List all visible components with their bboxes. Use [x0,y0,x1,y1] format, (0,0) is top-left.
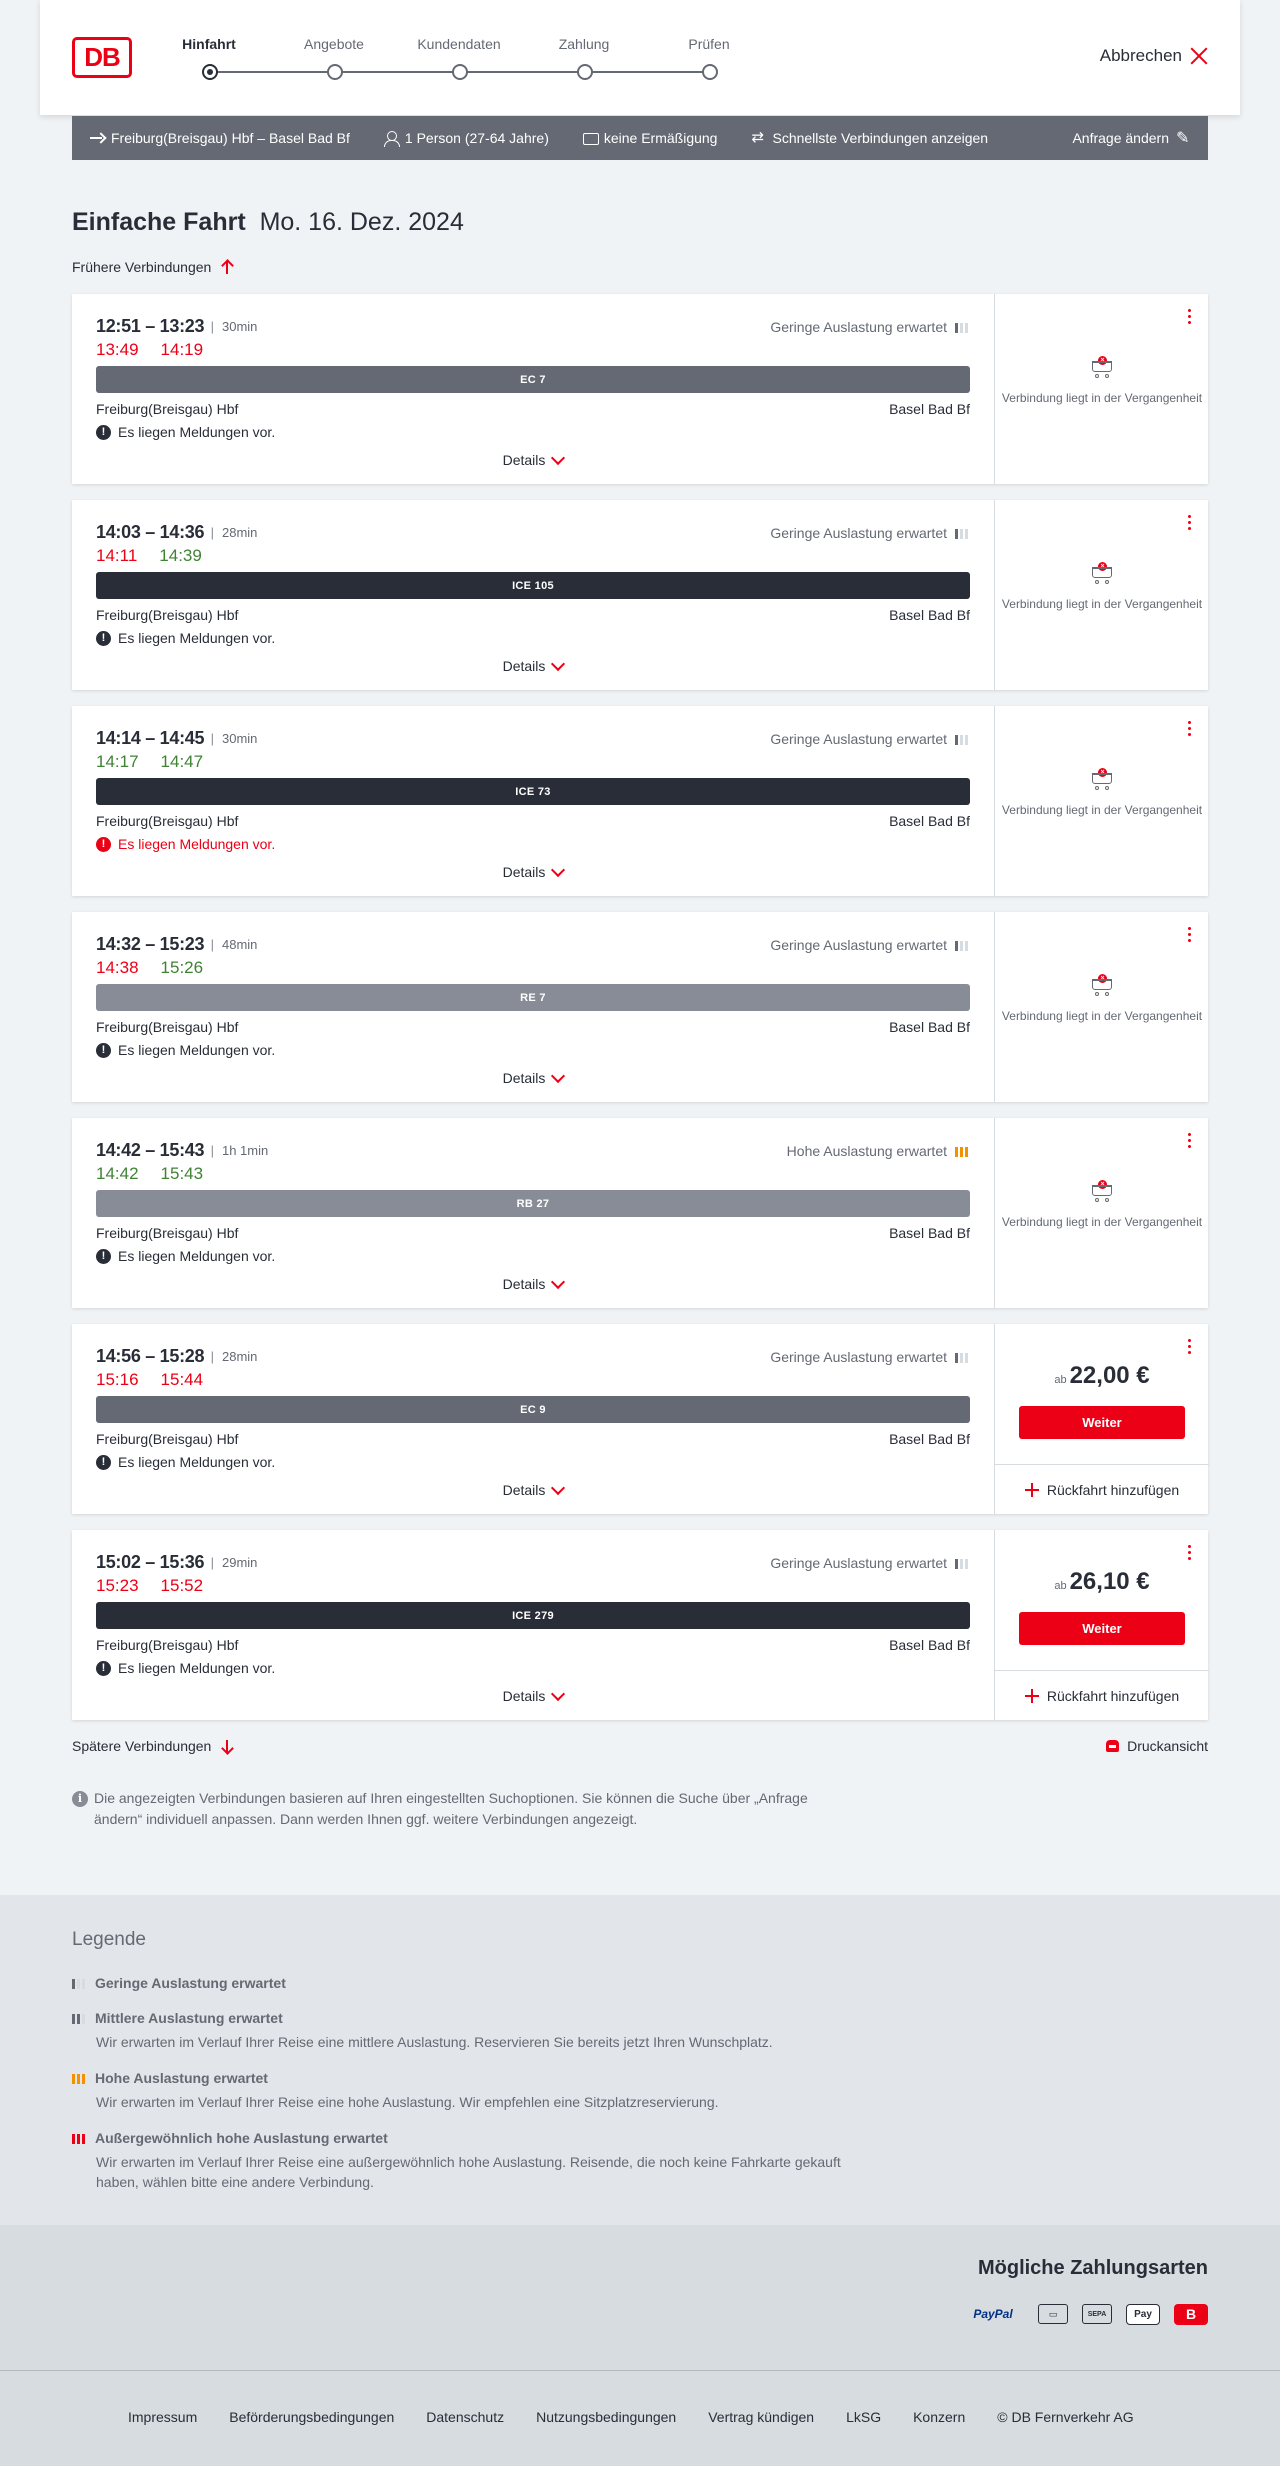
details-label: Details [502,1482,546,1498]
details-toggle[interactable] [72,1688,994,1704]
realtime-times [96,1164,225,1184]
past-connection-notice [995,560,1209,612]
continue-label: Weiter [1082,1415,1122,1430]
footer-link[interactable]: © DB Fernverkehr AG [997,2409,1134,2425]
realtime-arrival: 14:47 [160,752,204,771]
occupancy-text: Geringe Auslastung erwartet [770,1555,947,1571]
connection-details [72,1324,994,1514]
occupancy-icon [955,1145,968,1157]
credit-card-icon: ▭ [1038,2304,1068,2324]
realtime-times [96,1576,225,1596]
details-label: Details [502,864,546,880]
train-name: RB 27 [516,1197,550,1210]
past-text: Verbindung liegt in der Vergangenheit [1001,391,1203,405]
info-icon: i [72,1791,88,1807]
planned-times: 14:56 – 15:28 [96,1346,205,1366]
details-label: Details [502,1070,546,1086]
passenger-summary[interactable] [384,130,549,146]
realtime-departure: 14:42 [96,1164,139,1183]
continue-button[interactable] [1019,1612,1185,1645]
step-dot [202,64,218,80]
occupancy-icon [72,1977,85,1989]
details-toggle[interactable] [72,1276,994,1292]
page-title [72,208,464,237]
more-options-icon[interactable] [1188,1133,1192,1149]
occupancy-indicator [770,1349,968,1365]
step-label: Angebote [304,36,364,52]
step-4 [529,36,639,56]
exclamation-icon: ! [96,837,111,852]
more-options-icon[interactable] [1188,1545,1192,1561]
notice-message [96,836,275,852]
chevron-down-icon [551,1480,565,1494]
arrival-station: Basel Bad Bf [889,401,970,417]
occupancy-icon [72,2072,85,2084]
offer-panel [994,294,1208,484]
arrival-station: Basel Bad Bf [889,813,970,829]
legend-item-title [72,1975,852,1991]
notice-message [96,630,275,646]
db-logo[interactable] [72,37,132,78]
more-options-icon[interactable] [1188,1339,1192,1355]
notice-message [96,1660,275,1676]
discount-text: keine Ermäßigung [603,130,718,146]
step-dot [577,64,593,80]
departure-station: Freiburg(Breisgau) Hbf [96,813,239,829]
realtime-times [96,752,225,772]
legend-item-exc [72,2130,852,2192]
plus-icon [1025,1689,1039,1703]
realtime-arrival: 15:26 [160,958,204,977]
offer-panel [994,1324,1208,1514]
logo-text: DB [84,42,120,72]
exclamation-icon: ! [96,1455,111,1470]
step-label: Hinfahrt [182,36,236,52]
legend-title: Legende [72,1929,146,1950]
price-amount: 22,00 € [1069,1362,1150,1389]
details-label: Details [502,658,546,674]
legend-item-desc: Wir erwarten im Verlauf Ihrer Reise eine hohe Auslastung. Wir empfehlen eine Sitzplatzreservierung. [96,2094,719,2110]
earlier-connections-link[interactable] [72,259,233,275]
occupancy-indicator [770,937,968,953]
more-options-icon[interactable] [1188,927,1192,943]
search-summary-bar [72,116,1208,160]
step-label: Prüfen [688,36,730,52]
realtime-departure: 14:11 [96,546,138,565]
more-options-icon[interactable] [1188,309,1192,325]
cart-unavailable-icon: × [1089,1178,1115,1204]
return-label: Rückfahrt hinzufügen [1046,1687,1180,1704]
duration-value: 29min [221,1555,258,1570]
step-2 [279,36,389,56]
arrival-station: Basel Bad Bf [889,1431,970,1447]
cart-unavailable-icon: × [1089,560,1115,586]
legend-item-title [72,2130,852,2146]
past-text: Verbindung liegt in der Vergangenheit [1001,803,1203,817]
train-bar[interactable] [96,366,970,393]
realtime-times [96,546,224,566]
footer-link[interactable]: Nutzungsbedingungen [536,2409,677,2425]
past-connection-notice [995,766,1209,818]
train-bar[interactable] [96,1602,970,1629]
add-return-trip-button[interactable] [995,1464,1209,1514]
occupancy-icon [955,1351,968,1363]
offer-panel [994,500,1208,690]
departure-station: Freiburg(Breisgau) Hbf [96,401,239,417]
realtime-times [96,958,225,978]
occupancy-indicator [770,525,968,541]
occupancy-icon [955,733,968,745]
passengers-text: 1 Person (27-64 Jahre) [404,130,549,146]
cart-unavailable-icon: × [1089,766,1115,792]
trip-type: Einfache Fahrt [72,208,246,236]
train-bar[interactable] [96,1396,970,1423]
legend-title-text: Hohe Auslastung erwartet [95,2070,268,2086]
connection-card[interactable] [72,1118,1208,1308]
duration-value: 28min [221,525,258,540]
later-label: Spätere Verbindungen [72,1738,212,1754]
header [40,0,1240,115]
person-icon [384,131,398,145]
step-3 [404,36,514,56]
chevron-down-icon [551,1068,565,1082]
departure-station: Freiburg(Breisgau) Hbf [96,607,239,623]
discount-summary[interactable] [583,130,718,146]
legend-item-desc: Wir erwarten im Verlauf Ihrer Reise eine außergewöhnlich hohe Auslastung. Reisende, die noch keine Fahrkarte gekauft haben, wählen bitte eine andere Verbindung. [96,2154,841,2190]
step-dot [702,64,718,80]
realtime-times [96,340,225,360]
realtime-departure: 15:16 [96,1370,139,1389]
train-bar[interactable] [96,984,970,1011]
return-label: Rückfahrt hinzufügen [1046,1481,1180,1498]
progress-stepper [160,36,730,86]
legend-item-desc: Wir erwarten im Verlauf Ihrer Reise eine mittlere Auslastung. Reservieren Sie bereits jetzt Ihren Wunschplatz. [96,2034,773,2050]
train-name: EC 7 [520,373,546,386]
notice-message [96,1454,275,1470]
exclamation-icon: ! [96,425,111,440]
legend-title-text: Geringe Auslastung erwartet [95,1975,286,1991]
cart-unavailable-icon: × [1089,354,1115,380]
details-label: Details [502,452,546,468]
duration: | 28min [210,525,258,540]
footer-link[interactable]: LkSG [846,2409,882,2425]
details-label: Details [502,1276,546,1292]
cancel-label: Abbrechen [1099,46,1182,65]
duration-value: 1h 1min [221,1143,269,1158]
notice-message [96,1248,275,1264]
train-name: RE 7 [520,991,546,1004]
details-toggle[interactable] [72,1070,994,1086]
occupancy-text: Hohe Auslastung erwartet [786,1143,947,1159]
occupancy-text: Geringe Auslastung erwartet [770,319,947,335]
departure-station: Freiburg(Breisgau) Hbf [96,1019,239,1035]
bahncard-icon [583,131,597,145]
connection-details [72,912,994,1102]
step-1 [154,36,264,56]
occupancy-icon [72,2012,85,2024]
step-label: Kundendaten [417,36,501,52]
sepa-icon [1082,2304,1112,2324]
edit-request-button[interactable] [1072,130,1190,146]
step-label: Zahlung [558,36,610,52]
planned-times: 14:14 – 14:45 [96,728,205,748]
duration: | 1h 1min [210,1143,269,1158]
arrival-station: Basel Bad Bf [889,1019,970,1035]
legend-title-text: Mittlere Auslastung erwartet [95,2010,283,2026]
footer-link[interactable]: Vertrag kündigen [708,2409,815,2425]
planned-times: 14:32 – 15:23 [96,934,205,954]
realtime-times [96,1370,225,1390]
details-toggle[interactable] [72,864,994,880]
exclamation-icon: ! [96,1661,111,1676]
swap-icon [751,131,765,145]
offer-panel [994,1530,1208,1720]
occupancy-icon [955,321,968,333]
train-bar[interactable] [96,572,970,599]
notice-text: Es liegen Meldungen vor. [118,1248,276,1264]
print-view-link[interactable] [1106,1738,1208,1754]
search-info-note [72,1788,852,1830]
details-toggle[interactable] [72,658,994,674]
duration: | 48min [210,937,258,952]
occupancy-text: Geringe Auslastung erwartet [770,525,947,541]
arrow-down-icon [221,1739,233,1753]
footer [0,2370,1280,2466]
printer-icon [1106,1740,1119,1752]
legend-item-high [72,2070,852,2112]
payment-icons [962,2303,1208,2325]
train-name: ICE 279 [512,1609,554,1622]
details-toggle[interactable] [72,452,994,468]
notice-message [96,1042,275,1058]
legend-title-text: Außergewöhnlich hohe Auslastung erwartet [95,2130,388,2146]
payment-methods-section [0,2225,1280,2370]
realtime-departure: 14:17 [96,752,139,771]
duration-value: 30min [221,319,258,334]
exclamation-icon: ! [96,1249,111,1264]
chevron-down-icon [551,862,565,876]
duration-value: 28min [221,1349,258,1364]
continue-button[interactable] [1019,1406,1185,1439]
occupancy-indicator [770,731,968,747]
notice-text: Es liegen Meldungen vor. [118,836,276,852]
occupancy-icon [72,2132,85,2144]
price-amount: 26,10 € [1069,1568,1150,1595]
fastest-connections-option[interactable] [751,130,988,146]
connection-details [72,294,994,484]
more-options-icon[interactable] [1188,515,1192,531]
train-name: ICE 105 [512,579,554,592]
occupancy-text: Geringe Auslastung erwartet [770,1349,947,1365]
arrival-station: Basel Bad Bf [889,1225,970,1241]
train-bar[interactable] [96,1190,970,1217]
past-connection-notice [995,972,1209,1024]
connection-details [72,500,994,690]
connection-card[interactable] [72,1324,1208,1514]
occupancy-text: Geringe Auslastung erwartet [770,937,947,953]
price [995,1568,1209,1596]
connection-details [72,1118,994,1308]
occupancy-indicator [770,1555,968,1571]
footer-link[interactable]: Beförderungsbedingungen [229,2409,395,2425]
footer-link[interactable]: Impressum [128,2409,198,2425]
duration: | 30min [210,731,258,746]
offer-panel [994,706,1208,896]
occupancy-icon [955,939,968,951]
chevron-down-icon [551,656,565,670]
sepa-text: SEPA [1087,2310,1107,2318]
connection-card[interactable] [72,294,1208,484]
duration-value: 48min [221,937,258,952]
connection-details [72,1530,994,1720]
arrow-up-icon [221,260,233,274]
more-options-icon[interactable] [1188,721,1192,737]
connection-card[interactable] [72,1530,1208,1720]
exclamation-icon: ! [96,631,111,646]
arrival-station: Basel Bad Bf [889,607,970,623]
route-summary[interactable] [90,130,350,146]
legend-item-title [72,2070,852,2086]
duration: | 28min [210,1349,258,1364]
occupancy-indicator [770,319,968,335]
past-connection-notice [995,354,1209,406]
offer-panel [994,1118,1208,1308]
price [995,1362,1209,1390]
price-prefix: ab [1054,1580,1067,1592]
past-text: Verbindung liegt in der Vergangenheit [1001,1009,1203,1023]
exclamation-icon: ! [96,1043,111,1058]
notice-message [96,424,275,440]
realtime-departure: 14:38 [96,958,139,977]
notice-text: Es liegen Meldungen vor. [118,630,276,646]
realtime-arrival: 14:19 [160,340,204,359]
offer-panel [994,912,1208,1102]
arrival-station: Basel Bad Bf [889,1637,970,1653]
price-prefix: ab [1054,1374,1067,1386]
cart-unavailable-icon: × [1089,972,1115,998]
chevron-down-icon [551,1274,565,1288]
past-text: Verbindung liegt in der Vergangenheit [1001,597,1203,611]
train-name: EC 9 [520,1403,546,1416]
connection-card[interactable] [72,706,1208,896]
db-pay-icon: B [1174,2304,1208,2325]
realtime-departure: 13:49 [96,340,139,359]
realtime-arrival: 15:52 [160,1576,204,1595]
realtime-arrival: 15:43 [160,1164,204,1183]
planned-times: 14:42 – 15:43 [96,1140,205,1160]
chevron-down-icon [551,1686,565,1700]
departure-station: Freiburg(Breisgau) Hbf [96,1431,239,1447]
edit-text: Anfrage ändern [1072,130,1169,146]
footer-links [128,2409,1166,2425]
step-5 [654,36,764,56]
realtime-arrival: 14:39 [159,546,202,565]
close-icon [1190,47,1208,65]
chevron-down-icon [551,450,565,464]
connection-card[interactable] [72,500,1208,690]
notice-text: Es liegen Meldungen vor. [118,1660,276,1676]
legend-item-mid [72,2010,852,2052]
realtime-departure: 15:23 [96,1576,139,1595]
notice-text: Es liegen Meldungen vor. [118,1454,276,1470]
pencil-icon [1176,131,1190,145]
past-connection-notice [995,1178,1209,1230]
legend-item-title [72,2010,852,2026]
planned-times: 14:03 – 14:36 [96,522,205,542]
notice-text: Es liegen Meldungen vor. [118,1042,276,1058]
footer-link[interactable]: Konzern [913,2409,966,2425]
occupancy-text: Geringe Auslastung erwartet [770,731,947,747]
duration: | 30min [210,319,258,334]
planned-times: 12:51 – 13:23 [96,316,205,336]
duration-value: 30min [221,731,258,746]
step-dot [327,64,343,80]
connection-details [72,706,994,896]
departure-station: Freiburg(Breisgau) Hbf [96,1225,239,1241]
payment-title: Mögliche Zahlungsarten [977,2257,1208,2279]
legend-item-low [72,1975,852,1991]
legend-section [0,1895,1280,2225]
details-label: Details [502,1688,546,1704]
arrow-right-icon [90,131,104,145]
occupancy-indicator [787,1143,968,1159]
route-text: Freiburg(Breisgau) Hbf – Basel Bad Bf [111,130,350,146]
continue-label: Weiter [1082,1621,1122,1636]
duration: | 29min [210,1555,258,1570]
step-dot [452,64,468,80]
train-name: ICE 73 [515,785,551,798]
cancel-button[interactable] [1100,46,1208,66]
notice-text: Es liegen Meldungen vor. [118,424,276,440]
info-text: Die angezeigten Verbindungen basieren auf Ihren eingestellten Suchoptionen. Sie können die Suche über „Anfrage ändern“ individuell anpassen. Dann werden Ihnen ggf. weitere Verbindungen angezeigt. [94,1790,808,1827]
details-toggle[interactable] [72,1482,994,1498]
paypal-icon [962,2303,1024,2325]
footer-link[interactable]: Datenschutz [426,2409,505,2425]
occupancy-icon [955,527,968,539]
trip-date: Mo. 16. Dez. 2024 [259,208,464,236]
realtime-arrival: 15:44 [160,1370,204,1389]
later-connections-link[interactable] [72,1738,233,1754]
occupancy-icon [955,1557,968,1569]
add-return-trip-button[interactable] [995,1670,1209,1720]
departure-station: Freiburg(Breisgau) Hbf [96,1637,239,1653]
past-text: Verbindung liegt in der Vergangenheit [1001,1215,1203,1229]
planned-times: 15:02 – 15:36 [96,1552,205,1572]
paypal-text: PayPal [973,2307,1013,2321]
earlier-label: Frühere Verbindungen [72,259,212,275]
apple-pay-icon [1126,2304,1160,2325]
print-label: Druckansicht [1127,1738,1208,1754]
connection-card[interactable] [72,912,1208,1102]
plus-icon [1025,1483,1039,1497]
fastest-text: Schnellste Verbindungen anzeigen [772,130,989,146]
train-bar[interactable] [96,778,970,805]
apple-pay-text: Pay [1134,2308,1152,2320]
